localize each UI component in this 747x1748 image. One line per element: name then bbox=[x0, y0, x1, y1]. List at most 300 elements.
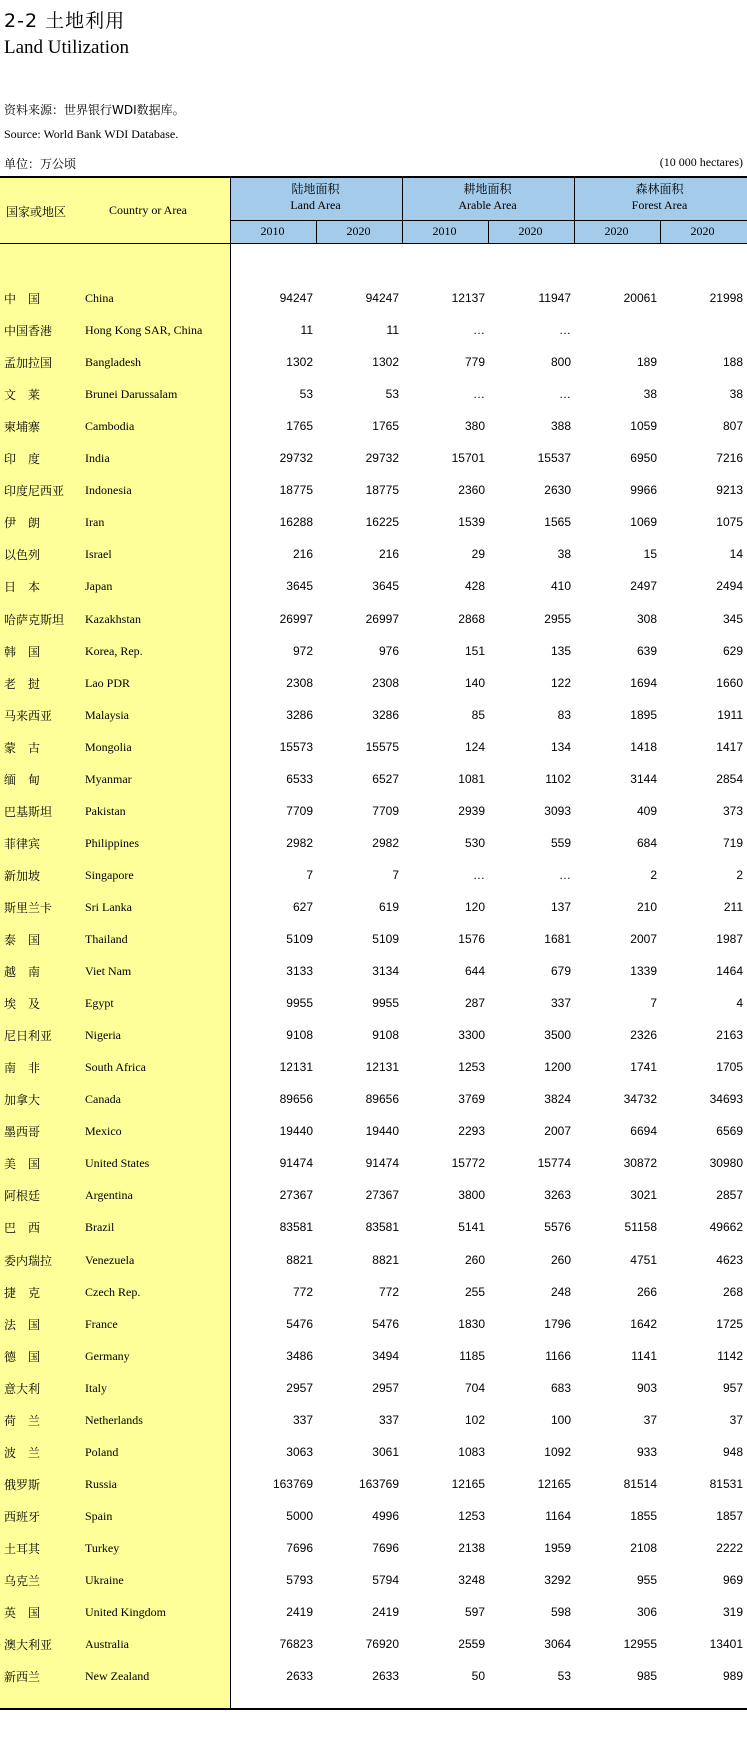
value-cell: 53 bbox=[385, 387, 399, 402]
value-cell: 16288 bbox=[279, 515, 313, 530]
country-name-en: Brazil bbox=[85, 1220, 115, 1235]
value-cell: 2108 bbox=[630, 1540, 657, 1555]
value-cell: 800 bbox=[550, 355, 571, 370]
value-cell: 2982 bbox=[372, 835, 399, 850]
value-cell: 12955 bbox=[623, 1637, 657, 1652]
value-cell: 91474 bbox=[279, 1156, 313, 1171]
value-cell: 16225 bbox=[365, 515, 399, 530]
value-cell: 122 bbox=[550, 675, 571, 690]
value-cell: 188 bbox=[722, 355, 743, 370]
country-name-en: Indonesia bbox=[85, 483, 132, 498]
value-cell: 1576 bbox=[458, 932, 485, 946]
table-row bbox=[0, 377, 747, 409]
year-divider bbox=[660, 220, 661, 243]
value-cell: 3063 bbox=[286, 1444, 313, 1459]
value-cell: 337 bbox=[550, 996, 571, 1011]
value-cell: 1164 bbox=[545, 1508, 571, 1523]
table-row bbox=[0, 1659, 747, 1691]
value-cell: … bbox=[473, 867, 485, 882]
country-name-en: Italy bbox=[85, 1380, 107, 1395]
table-row bbox=[0, 1050, 747, 1082]
value-cell: 30980 bbox=[709, 1156, 743, 1171]
value-cell: 140 bbox=[464, 675, 485, 690]
country-name-en: Singapore bbox=[85, 867, 134, 882]
country-name-cn: 墨西哥 bbox=[4, 1125, 41, 1140]
group-header-cn: 陆地面积 bbox=[291, 182, 340, 196]
table-row bbox=[0, 1275, 747, 1307]
value-cell: 163769 bbox=[272, 1476, 313, 1491]
country-name-en: Czech Rep. bbox=[85, 1284, 141, 1299]
value-cell: 409 bbox=[636, 803, 657, 818]
country-name-cn: 以色列 bbox=[4, 548, 41, 563]
value-cell: 27367 bbox=[279, 1188, 313, 1203]
value-cell: 27367 bbox=[365, 1188, 399, 1203]
table-row bbox=[0, 1178, 747, 1210]
value-cell: 684 bbox=[636, 835, 657, 850]
header-bottom-rule bbox=[0, 243, 747, 244]
country-name-cn: 斯里兰卡 bbox=[4, 900, 53, 915]
value-cell: 76920 bbox=[365, 1637, 399, 1652]
value-cell: 9966 bbox=[630, 483, 657, 498]
table-row bbox=[0, 986, 747, 1018]
country-name-en: New Zealand bbox=[85, 1669, 150, 1684]
country-name-en: India bbox=[85, 451, 110, 466]
value-cell: 137 bbox=[550, 899, 571, 914]
country-name-cn: 新西兰 bbox=[4, 1670, 41, 1685]
value-cell: 2326 bbox=[630, 1028, 657, 1043]
value-cell: 53 bbox=[299, 387, 313, 402]
value-cell: 21998 bbox=[709, 291, 743, 305]
country-name-cn: 哈萨克斯坦 bbox=[4, 612, 65, 627]
value-cell: 985 bbox=[636, 1669, 657, 1684]
country-name-en: Mongolia bbox=[85, 739, 132, 754]
value-cell: 7 bbox=[650, 996, 657, 1011]
country-name-en: Argentina bbox=[85, 1188, 133, 1203]
value-cell: 619 bbox=[378, 899, 399, 914]
value-cell: 89656 bbox=[279, 1092, 313, 1107]
value-cell: 627 bbox=[292, 899, 313, 914]
value-cell: 1987 bbox=[716, 932, 743, 946]
table-row bbox=[0, 762, 747, 794]
year-header: 2010 bbox=[260, 224, 285, 238]
value-cell: 12165 bbox=[451, 1476, 485, 1491]
table-row bbox=[0, 666, 747, 698]
value-cell: 12131 bbox=[365, 1060, 399, 1075]
value-cell: 719 bbox=[722, 835, 743, 850]
value-cell: 306 bbox=[636, 1605, 657, 1620]
value-cell: 1725 bbox=[716, 1316, 743, 1331]
value-cell: 15701 bbox=[451, 451, 485, 466]
value-cell: 9213 bbox=[716, 483, 743, 498]
value-cell: 1166 bbox=[545, 1348, 571, 1363]
value-cell: 7216 bbox=[716, 451, 743, 466]
country-name-en: South Africa bbox=[85, 1060, 146, 1075]
page-title-cn: 2-2 土地利用 bbox=[4, 10, 126, 32]
value-cell: 287 bbox=[464, 996, 485, 1011]
value-cell: 15573 bbox=[279, 739, 313, 754]
value-cell: 4 bbox=[736, 996, 743, 1011]
value-cell: 26997 bbox=[365, 611, 399, 626]
value-cell: 1302 bbox=[286, 355, 313, 370]
value-cell: 3645 bbox=[286, 579, 313, 594]
group-header-cn: 森林面积 bbox=[635, 182, 684, 196]
source-note-en: Source: World Bank WDI Database. bbox=[4, 127, 179, 141]
value-cell: 2360 bbox=[458, 483, 485, 498]
value-cell: 26997 bbox=[279, 611, 313, 626]
country-name-en: Turkey bbox=[85, 1540, 120, 1555]
table-row bbox=[0, 473, 747, 505]
table-row bbox=[0, 698, 747, 730]
country-name-cn: 俄罗斯 bbox=[4, 1477, 41, 1492]
value-cell: 2163 bbox=[716, 1028, 743, 1043]
value-cell: 2 bbox=[650, 867, 657, 882]
value-cell: 38 bbox=[643, 387, 657, 402]
value-cell: 100 bbox=[550, 1412, 571, 1427]
country-name-cn: 波 兰 bbox=[4, 1445, 41, 1460]
group-header-en: Arable Area bbox=[458, 198, 517, 212]
value-cell: 9108 bbox=[286, 1028, 313, 1043]
table-row bbox=[0, 409, 747, 441]
value-cell: 3486 bbox=[286, 1348, 313, 1363]
value-cell: 83581 bbox=[279, 1220, 313, 1235]
value-cell: 2007 bbox=[630, 932, 657, 946]
value-cell: 704 bbox=[464, 1380, 485, 1395]
value-cell: 14 bbox=[729, 547, 743, 562]
value-cell: 255 bbox=[464, 1284, 485, 1299]
country-name-cn: 印 度 bbox=[4, 452, 41, 467]
table-row bbox=[0, 602, 747, 634]
value-cell: 11 bbox=[300, 323, 313, 338]
table-row bbox=[0, 1082, 747, 1114]
value-cell: 1059 bbox=[630, 419, 657, 434]
value-cell: 639 bbox=[636, 643, 657, 658]
year-divider bbox=[488, 220, 489, 243]
country-name-en: Korea, Rep. bbox=[85, 643, 143, 658]
value-cell: 976 bbox=[378, 643, 399, 658]
country-name-cn: 埃 及 bbox=[4, 997, 41, 1012]
value-cell: 216 bbox=[378, 547, 399, 562]
value-cell: 8821 bbox=[286, 1252, 313, 1267]
table-row bbox=[0, 1307, 747, 1339]
value-cell: 1141 bbox=[631, 1348, 657, 1363]
value-cell: 2939 bbox=[458, 803, 485, 818]
value-cell: 2559 bbox=[458, 1637, 485, 1652]
value-cell: 4996 bbox=[372, 1508, 399, 1523]
country-name-en: Bangladesh bbox=[85, 355, 141, 370]
value-cell: 18775 bbox=[279, 483, 313, 498]
value-cell: 2007 bbox=[544, 1124, 571, 1139]
value-cell: 598 bbox=[550, 1605, 571, 1620]
value-cell: 248 bbox=[550, 1284, 571, 1299]
value-cell: 2982 bbox=[286, 835, 313, 850]
value-cell: 428 bbox=[464, 579, 485, 594]
value-cell: 29 bbox=[471, 547, 485, 562]
country-name-en: Cambodia bbox=[85, 419, 135, 434]
table-row bbox=[0, 794, 747, 826]
country-name-cn: 南 非 bbox=[4, 1061, 41, 1076]
value-cell: 5576 bbox=[544, 1220, 571, 1235]
value-cell: 81514 bbox=[623, 1476, 657, 1491]
table-row bbox=[0, 1339, 747, 1371]
country-name-cn: 德 国 bbox=[4, 1349, 41, 1364]
table-row bbox=[0, 1499, 747, 1531]
value-cell: 969 bbox=[722, 1573, 743, 1587]
value-cell: 1741 bbox=[630, 1060, 657, 1075]
value-cell: 12165 bbox=[537, 1476, 571, 1491]
value-cell: 19440 bbox=[365, 1124, 399, 1139]
table-row bbox=[0, 441, 747, 473]
value-cell: 7 bbox=[306, 867, 313, 882]
value-cell: 15537 bbox=[537, 451, 571, 466]
table-row bbox=[0, 730, 747, 762]
table-row bbox=[0, 569, 747, 601]
value-cell: 51158 bbox=[624, 1220, 657, 1235]
value-cell: 102 bbox=[464, 1412, 485, 1427]
country-name-en: Netherlands bbox=[85, 1412, 143, 1427]
value-cell: 9955 bbox=[372, 996, 399, 1011]
value-cell: 1142 bbox=[717, 1348, 743, 1363]
land-utilization-table bbox=[0, 176, 747, 1709]
value-cell: 34732 bbox=[623, 1092, 657, 1107]
value-cell: 989 bbox=[722, 1669, 743, 1684]
value-cell: … bbox=[559, 323, 571, 338]
group-header-arable-area bbox=[402, 181, 573, 213]
country-name-en: Lao PDR bbox=[85, 675, 130, 690]
value-cell: 1083 bbox=[458, 1444, 485, 1459]
country-name-en: Russia bbox=[85, 1476, 118, 1491]
value-cell: 3134 bbox=[372, 964, 399, 979]
value-cell: 2222 bbox=[716, 1540, 743, 1555]
value-cell: 49662 bbox=[709, 1220, 743, 1235]
value-cell: 319 bbox=[722, 1605, 743, 1620]
table-row bbox=[0, 1563, 747, 1595]
table-top-rule bbox=[0, 176, 747, 178]
country-name-cn: 老 挝 bbox=[4, 676, 41, 691]
value-cell: 29732 bbox=[365, 451, 399, 466]
country-name-en: Australia bbox=[85, 1637, 129, 1652]
value-cell: 388 bbox=[550, 419, 571, 434]
table-row bbox=[0, 1595, 747, 1627]
value-cell: 7709 bbox=[286, 803, 313, 818]
country-name-cn: 柬埔寨 bbox=[4, 420, 41, 435]
value-cell: 772 bbox=[378, 1284, 399, 1299]
value-cell: 1075 bbox=[716, 515, 743, 530]
value-cell: 2419 bbox=[286, 1605, 313, 1620]
value-cell: 3064 bbox=[544, 1637, 571, 1652]
value-cell: 1464 bbox=[716, 964, 743, 979]
country-name-cn: 委内瑞拉 bbox=[4, 1253, 53, 1268]
value-cell: 38 bbox=[557, 547, 571, 562]
value-cell: 5476 bbox=[372, 1316, 399, 1331]
country-name-cn: 日 本 bbox=[4, 580, 41, 595]
value-cell: … bbox=[559, 387, 571, 402]
value-cell: 15575 bbox=[365, 739, 399, 754]
value-cell: 11 bbox=[386, 323, 399, 338]
value-cell: 337 bbox=[378, 1412, 399, 1427]
value-cell: 2630 bbox=[544, 483, 571, 498]
value-cell: 5793 bbox=[286, 1573, 313, 1587]
table-row bbox=[0, 1371, 747, 1403]
value-cell: 1417 bbox=[716, 739, 743, 754]
value-cell: 83581 bbox=[365, 1220, 399, 1235]
table-row bbox=[0, 1627, 747, 1659]
group-header-en: Forest Area bbox=[631, 198, 688, 212]
value-cell: 15772 bbox=[451, 1156, 485, 1171]
value-cell: 373 bbox=[722, 803, 743, 818]
value-cell: 1660 bbox=[716, 675, 743, 690]
value-cell: 3133 bbox=[286, 964, 313, 979]
value-cell: 5109 bbox=[286, 932, 313, 946]
year-header: 2010 bbox=[432, 224, 457, 238]
value-cell: 1069 bbox=[630, 515, 657, 530]
country-name-cn: 伊 朗 bbox=[4, 516, 41, 531]
value-cell: 260 bbox=[464, 1252, 485, 1267]
value-cell: 3800 bbox=[458, 1188, 485, 1203]
country-name-cn: 阿根廷 bbox=[4, 1189, 41, 1204]
country-name-cn: 乌克兰 bbox=[4, 1574, 41, 1588]
value-cell: 15774 bbox=[537, 1156, 571, 1171]
table-row bbox=[0, 858, 747, 890]
value-cell: 3494 bbox=[372, 1348, 399, 1363]
stub-header-en: Country or Area bbox=[109, 203, 187, 217]
value-cell: 644 bbox=[464, 964, 485, 979]
group-header-forest-area bbox=[574, 181, 745, 213]
table-row bbox=[0, 1435, 747, 1467]
value-cell: 1855 bbox=[630, 1508, 657, 1523]
value-cell: 2308 bbox=[286, 675, 313, 690]
country-name-cn: 菲律宾 bbox=[4, 836, 41, 851]
value-cell: 7696 bbox=[372, 1540, 399, 1555]
value-cell: 5141 bbox=[458, 1220, 485, 1235]
value-cell: 337 bbox=[292, 1412, 313, 1427]
group-header-cn: 耕地面积 bbox=[463, 182, 512, 196]
country-name-cn: 法 国 bbox=[4, 1317, 41, 1332]
year-header: 2020 bbox=[346, 224, 371, 238]
value-cell: 266 bbox=[636, 1284, 657, 1299]
country-name-en: Spain bbox=[85, 1508, 113, 1523]
value-cell: 955 bbox=[636, 1573, 657, 1587]
country-name-cn: 英 国 bbox=[4, 1606, 41, 1621]
value-cell: 4623 bbox=[716, 1252, 743, 1267]
value-cell: 1418 bbox=[630, 739, 657, 754]
country-name-en: Brunei Darussalam bbox=[85, 387, 178, 402]
country-name-cn: 捷 克 bbox=[4, 1285, 41, 1300]
value-cell: 260 bbox=[550, 1252, 571, 1267]
value-cell: 85 bbox=[471, 707, 485, 722]
value-cell: 2633 bbox=[372, 1669, 399, 1684]
value-cell: 807 bbox=[722, 419, 743, 434]
value-cell: 9955 bbox=[286, 996, 313, 1011]
value-cell: 1895 bbox=[630, 707, 657, 722]
value-cell: 948 bbox=[722, 1444, 743, 1459]
value-cell: 210 bbox=[636, 899, 657, 914]
value-cell: 1830 bbox=[458, 1316, 485, 1331]
value-cell: 3248 bbox=[458, 1573, 485, 1587]
value-cell: 7709 bbox=[372, 803, 399, 818]
table-row bbox=[0, 345, 747, 377]
value-cell: 629 bbox=[722, 643, 743, 658]
country-name-en: Ukraine bbox=[85, 1573, 124, 1587]
value-cell: 91474 bbox=[365, 1156, 399, 1171]
value-cell: … bbox=[473, 387, 485, 402]
value-cell: 679 bbox=[550, 964, 571, 979]
value-cell: 7 bbox=[392, 867, 399, 882]
value-cell: 410 bbox=[550, 579, 571, 594]
country-name-en: Israel bbox=[85, 547, 112, 562]
value-cell: 124 bbox=[464, 739, 485, 754]
value-cell: 30872 bbox=[623, 1156, 657, 1171]
value-cell: 1857 bbox=[716, 1508, 743, 1523]
country-name-en: Egypt bbox=[85, 996, 114, 1011]
value-cell: 3300 bbox=[458, 1028, 485, 1043]
value-cell: 3824 bbox=[544, 1092, 571, 1107]
country-name-en: Thailand bbox=[85, 932, 128, 946]
value-cell: 3645 bbox=[372, 579, 399, 594]
country-name-en: Kazakhstan bbox=[85, 611, 141, 626]
value-cell: 6950 bbox=[630, 451, 657, 466]
value-cell: 1539 bbox=[458, 515, 485, 530]
value-cell: 7696 bbox=[286, 1540, 313, 1555]
value-cell: 134 bbox=[550, 739, 571, 754]
country-name-en: Philippines bbox=[85, 835, 140, 850]
value-cell: 3021 bbox=[630, 1188, 657, 1203]
country-name-en: Poland bbox=[85, 1444, 119, 1459]
table-row bbox=[0, 537, 747, 569]
value-cell: 76823 bbox=[279, 1637, 313, 1652]
table-row bbox=[0, 826, 747, 858]
table-row bbox=[0, 1210, 747, 1242]
country-name-cn: 荷 兰 bbox=[4, 1413, 41, 1428]
value-cell: 1959 bbox=[544, 1540, 571, 1555]
value-cell: 1642 bbox=[630, 1316, 657, 1331]
value-cell: 2419 bbox=[372, 1605, 399, 1620]
value-cell: 189 bbox=[636, 355, 657, 370]
value-cell: 12131 bbox=[279, 1060, 313, 1075]
stub-header-cn: 国家或地区 bbox=[6, 205, 67, 219]
value-cell: 380 bbox=[464, 419, 485, 434]
value-cell: 1565 bbox=[544, 515, 571, 530]
value-cell: 5109 bbox=[372, 932, 399, 946]
value-cell: 3292 bbox=[544, 1573, 571, 1587]
country-name-cn: 马来西亚 bbox=[4, 708, 53, 723]
table-bottom-rule bbox=[0, 1708, 747, 1710]
value-cell: 37 bbox=[729, 1412, 743, 1427]
table-row bbox=[0, 1243, 747, 1275]
value-cell: 779 bbox=[464, 355, 485, 370]
country-name-en: Malaysia bbox=[85, 707, 129, 722]
country-name-en: Hong Kong SAR, China bbox=[85, 323, 203, 338]
value-cell: 1185 bbox=[459, 1348, 485, 1363]
table-row bbox=[0, 1114, 747, 1146]
table-row bbox=[0, 1146, 747, 1178]
value-cell: 20061 bbox=[623, 291, 657, 305]
value-cell: 94247 bbox=[279, 291, 313, 305]
country-name-en: Venezuela bbox=[85, 1252, 135, 1267]
value-cell: 216 bbox=[292, 547, 313, 562]
value-cell: 1253 bbox=[458, 1508, 485, 1523]
value-cell: 151 bbox=[464, 643, 485, 658]
value-cell: 89656 bbox=[365, 1092, 399, 1107]
value-cell: 1200 bbox=[544, 1060, 571, 1075]
value-cell: 1339 bbox=[630, 964, 657, 979]
country-name-cn: 西班牙 bbox=[4, 1509, 41, 1524]
value-cell: 81531 bbox=[709, 1476, 743, 1491]
country-name-en: Myanmar bbox=[85, 771, 132, 786]
value-cell: 18775 bbox=[365, 483, 399, 498]
group-header-land-area bbox=[230, 181, 401, 213]
year-header: 2020 bbox=[604, 224, 629, 238]
country-name-cn: 新加坡 bbox=[4, 868, 41, 883]
